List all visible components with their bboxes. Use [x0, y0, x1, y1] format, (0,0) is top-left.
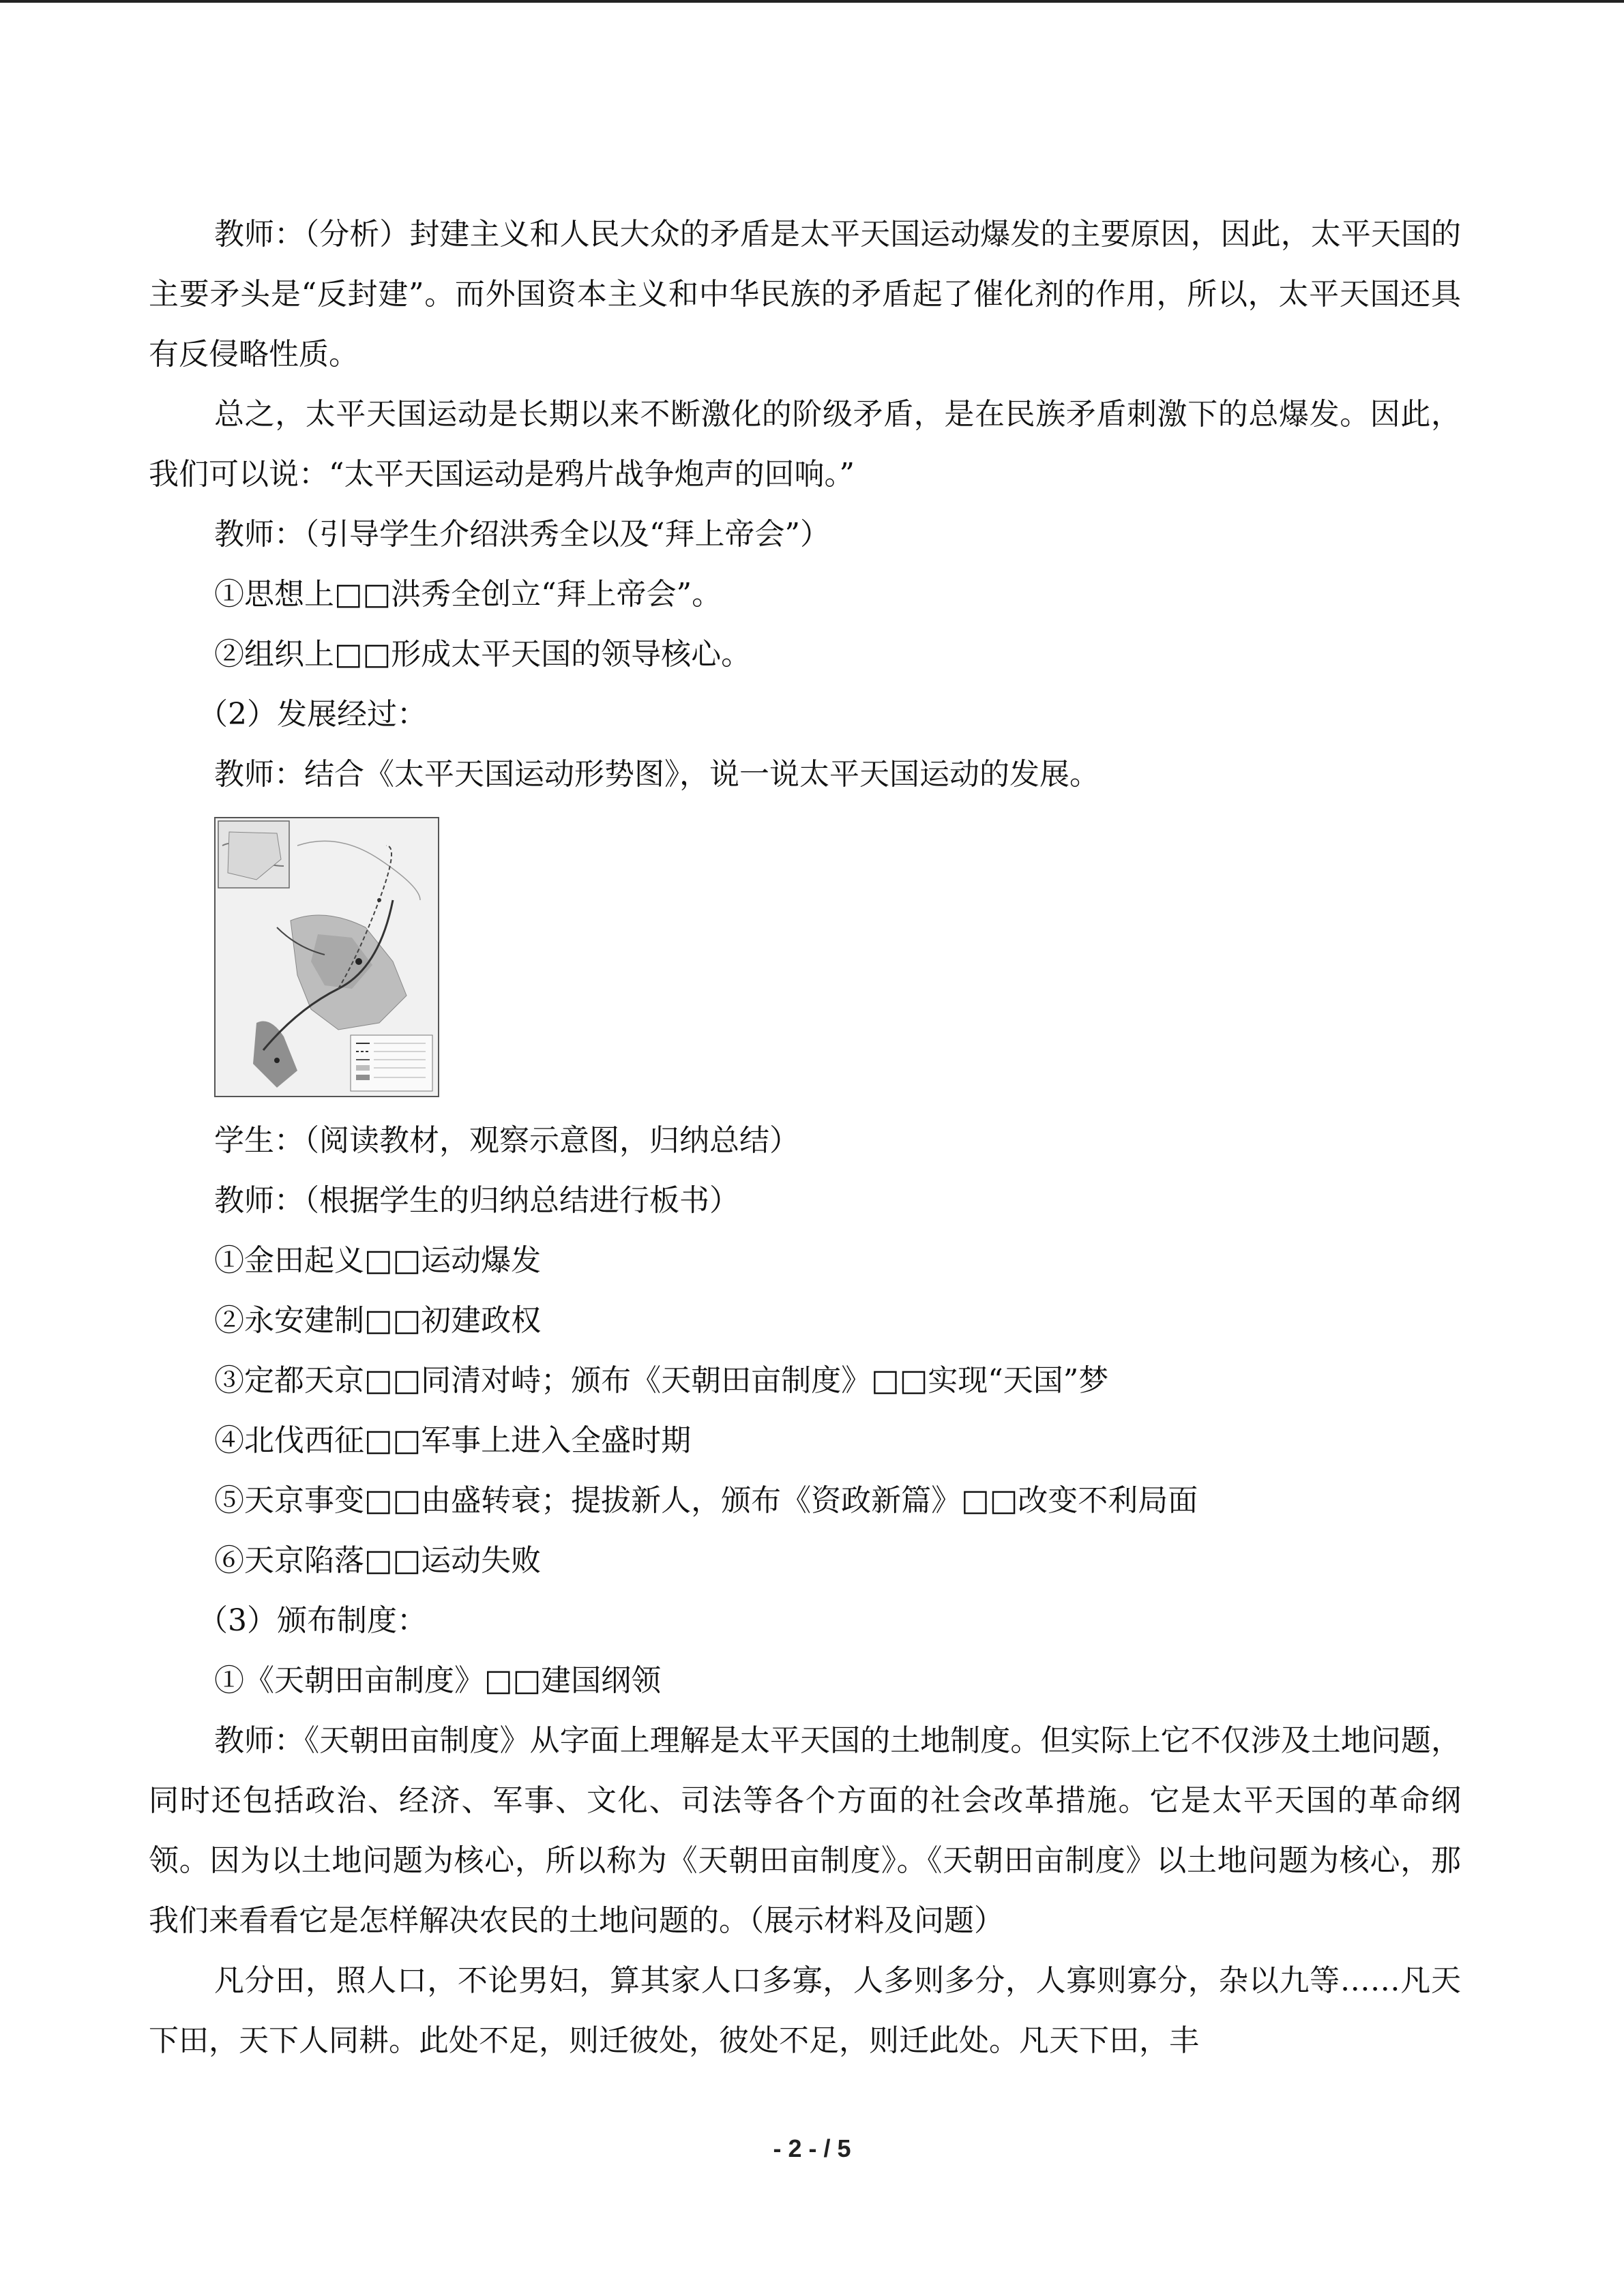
- paragraph-teacher-map: 教师：结合《太平天国运动形势图》，说一说太平天国运动的发展。: [214, 757, 1099, 792]
- paragraph-teacher-board: 教师：（根据学生的归纳总结进行板书）: [214, 1183, 739, 1218]
- document-body: [149, 205, 1461, 2071]
- list-item: ①思想上□□洪秀全创立“拜上帝会”。: [214, 577, 722, 612]
- paragraph-summary: 总之，太平天国运动是长期以来不断激化的阶级矛盾，是在民族矛盾刺激下的总爆发。因此，我们可以说：“太平天国运动是鸦片战争炮声的回响。”: [149, 397, 1461, 492]
- list-item: ⑤天京事变□□由盛转衰；提拔新人，颁布《资政新篇》□□改变不利局面: [214, 1483, 1198, 1518]
- paragraph-student: 学生：（阅读教材，观察示意图，归纳总结）: [214, 1123, 799, 1158]
- list-item: ④北伐西征□□军事上进入全盛时期: [214, 1423, 692, 1458]
- section-heading-systems: （3）颁布制度：: [198, 1603, 427, 1638]
- map-graphic: [216, 818, 438, 1096]
- paragraph-teacher-guide: 教师：（引导学生介绍洪秀全以及“拜上帝会”）: [214, 517, 830, 552]
- list-item: ③定都天京□□同清对峙；颁布《天朝田亩制度》□□实现“天国”梦: [214, 1363, 1109, 1398]
- list-item: ②组织上□□形成太平天国的领导核心。: [214, 637, 752, 672]
- top-border-line: [0, 0, 1624, 3]
- page-number: - 2 - / 5: [773, 2134, 851, 2162]
- paragraph-analysis: 教师：（分析）封建主义和人民大众的矛盾是太平天国运动爆发的主要原因，因此，太平天国的主要矛头是“反封建”。而外国资本主义和中华民族的矛盾起了催化剂的作用，所以，太平天国还具有反侵略性质。: [149, 217, 1462, 372]
- paragraph-land-system: 教师：《天朝田亩制度》从字面上理解是太平天国的土地制度。但实际上它不仅涉及土地问题，同时还包括政治、经济、军事、文化、司法等各个方面的社会改革措施。它是太平天国的革命纲领。因为以土地问题为核心，所以称为《天朝田亩制度》。《天朝田亩制度》以土地问题为核心，那我们来看看它是怎样解决农民的土地问题的。（展示材料及问题）: [149, 1723, 1461, 1938]
- section-heading-development: （2）发展经过：: [198, 697, 427, 732]
- list-item: ⑥天京陷落□□运动失败: [214, 1543, 542, 1578]
- taiping-movement-map-image: [214, 817, 439, 1097]
- map-figure-container: [149, 817, 1461, 1097]
- list-item: ①金田起义□□运动爆发: [214, 1243, 542, 1278]
- list-item: ①《天朝田亩制度》□□建国纲领: [214, 1663, 662, 1698]
- paragraph-quote: 凡分田，照人口，不论男妇，算其家人口多寡，人多则多分，人寡则寡分，杂以九等……凡天下田，天下人同耕。此处不足，则迁彼处，彼处不足，则迁此处。凡天下田，丰: [149, 1963, 1461, 2058]
- list-item: ②永安建制□□初建政权: [214, 1303, 542, 1338]
